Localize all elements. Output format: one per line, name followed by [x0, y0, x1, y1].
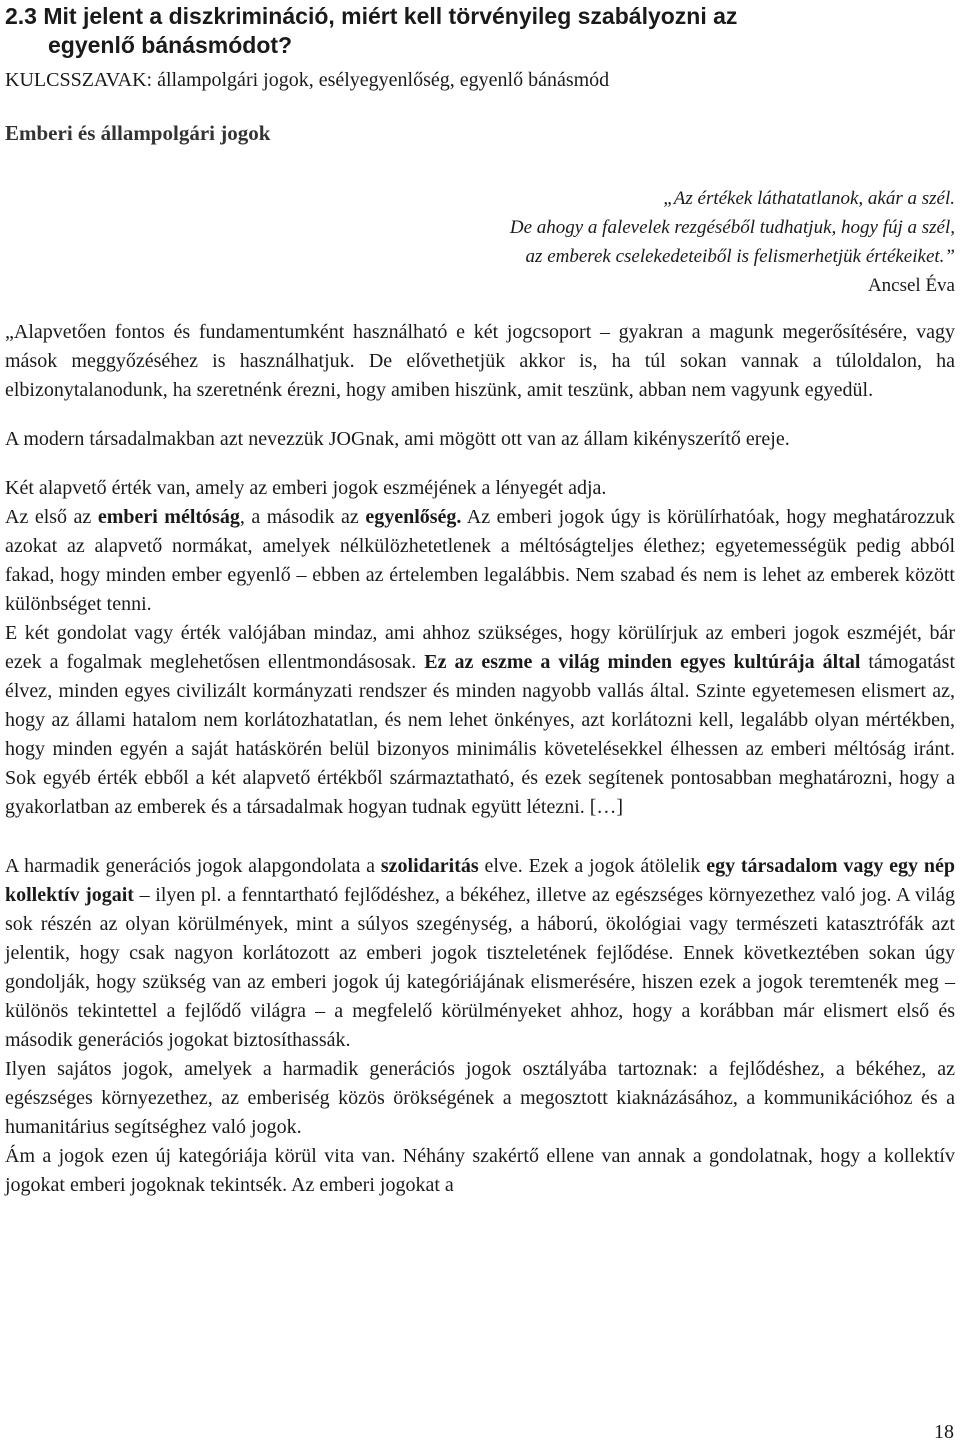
p4-text-2: , a második az	[239, 506, 366, 528]
p6-bold-solidarity: szolidaritás	[380, 855, 479, 877]
quote-line-1: „Az értékek láthatatlanok, akár a szél.	[663, 188, 955, 209]
quote-line-3: az emberek cselekedeteiből is felismerhetjük értékeiket.”	[525, 246, 955, 267]
p6-text-2: elve. Ezek a jogok átölelik	[478, 855, 707, 877]
p6-text-3: – ilyen pl. a fenntartható fejlődéshez, a békéhez, illetve az egészséges környezethez való jog. A világ sok részén az olyan körülmények, mint a súlyos szegénység, a háború, ökológiai vagy természeti katasztrófák azt jelentik, hogy csak nagyon korlátozott az emberi jogok tiszteletének fejlődése. Ennek következtében sokan úgy gondolják, hogy szükség van az emberi jogok új kategóriájának elismerésére, hiszen ezek a jogok teremtenék meg – különös tekintettel a fejlődő világra – a megfelelő körülményeket ahhoz, hogy a korábban már elismert első és második generációs jogokat biztosíthassák.	[5, 884, 956, 1051]
page-number: 18	[934, 1421, 954, 1443]
paragraph-4	[5, 503, 955, 619]
section-heading	[5, 2, 955, 60]
paragraph-7: Ilyen sajátos jogok, amelyek a harmadik generációs jogok osztályába tartoznak: a fejlődéshez, a békéhez, az egészséges környezethez, az emberiség közös örökségének a megosztott kiaknázásához, a kommunikációhoz és a humanitárius segítséghez való jogok.	[5, 1058, 955, 1138]
p4-text-1: Az első az	[5, 506, 98, 528]
p6-bold-collective-rights: egy társadalom vagy egy nép kollektív jogait	[5, 855, 955, 906]
paragraph-8: Ám a jogok ezen új kategóriája körül vita van. Néhány szakértő ellene van annak a gondolatnak, hogy a kollektív jogokat emberi jogoknak tekintsék. Az emberi jogokat a	[5, 1145, 955, 1196]
paragraph-6	[5, 852, 955, 1055]
p6-text-1: A harmadik generációs jogok alapgondolata a	[5, 855, 381, 877]
paragraph-3: Két alapvető érték van, amely az emberi jogok eszméjének a lényegét adja.	[5, 477, 607, 499]
p5-text-2: támogatást élvez, minden egyes civilizált kormányzati rendszer és minden nagyobb vallás által. Szinte egyetemesen elismert az, hogy az állami hatalom nem korlátozhatatlan, és nem lehet önkényes, azt korlátozni kell, legalább olyan mértékben, hogy minden egyén a saját hatáskörén belül bizonyos minimális követelésekkel élhessen az emberi méltóság iránt. Sok egyéb érték ebből a két alapvető értékből származtatható, és ezek segítenek pontosabban meghatározni, hogy a gyakorlatban az emberek és a társadalmak hogyan tudnak együtt létezni. […]	[5, 651, 956, 818]
p4-bold-equality: egyenlőség.	[365, 506, 462, 528]
paragraph-5	[5, 619, 955, 822]
subheading: Emberi és állampolgári jogok	[5, 121, 271, 145]
paragraph-1: „Alapvetően fontos és fundamentumként használható e két jogcsoport – gyakran a magunk megerősítésére, vagy mások meggyőzéséhez is használhatjuk. De elővethetjük akkor is, ha túl sokan vannak a túloldalon, ha elbizonytalanodunk, ha szeretnénk érezni, hogy amiben hiszünk, amit teszünk, abban nem vagyunk egyedül.	[5, 321, 955, 401]
p4-bold-human-dignity: emberi méltóság	[97, 506, 240, 528]
paragraph-2: A modern társadalmakban azt nevezzük JOGnak, ami mögött ott van az állam kikényszerítő ereje.	[5, 428, 790, 450]
section-heading-line-1: 2.3 Mit jelent a diszkrimináció, miért kell törvényileg szabályozni az	[5, 3, 738, 29]
epigraph-quote	[5, 184, 955, 300]
keywords-line: KULCSSZAVAK: állampolgári jogok, esélyegyenlőség, egyenlő bánásmód	[5, 69, 610, 91]
section-heading-line-2: egyenlő bánásmódot?	[48, 32, 293, 58]
quote-line-2: De ahogy a falevelek rezgéséből tudhatjuk, hogy fúj a szél,	[509, 217, 955, 238]
quote-author: Ancsel Éva	[867, 275, 955, 296]
p5-bold-phrase: Ez az eszme a világ minden egyes kultúrája által	[424, 651, 861, 673]
p5-text-1: E két gondolat vagy érték valójában mindaz, ami ahhoz szükséges, hogy körülírjuk az emberi jogok eszméjét, bár ezek a fogalmak meglehetősen ellentmondásosak.	[5, 622, 955, 673]
p4-text-3: Az emberi jogok úgy is körülírhatóak, hogy meghatározzuk azokat az alapvető normákat, amelyek nélkülözhetetlenek a méltóságteljes élethez; egyetemességük pedig abból fakad, hogy minden ember egyenlő – ebben az értelemben legalábbis. Nem szabad és nem is lehet az emberek között különbséget tenni.	[5, 506, 956, 615]
